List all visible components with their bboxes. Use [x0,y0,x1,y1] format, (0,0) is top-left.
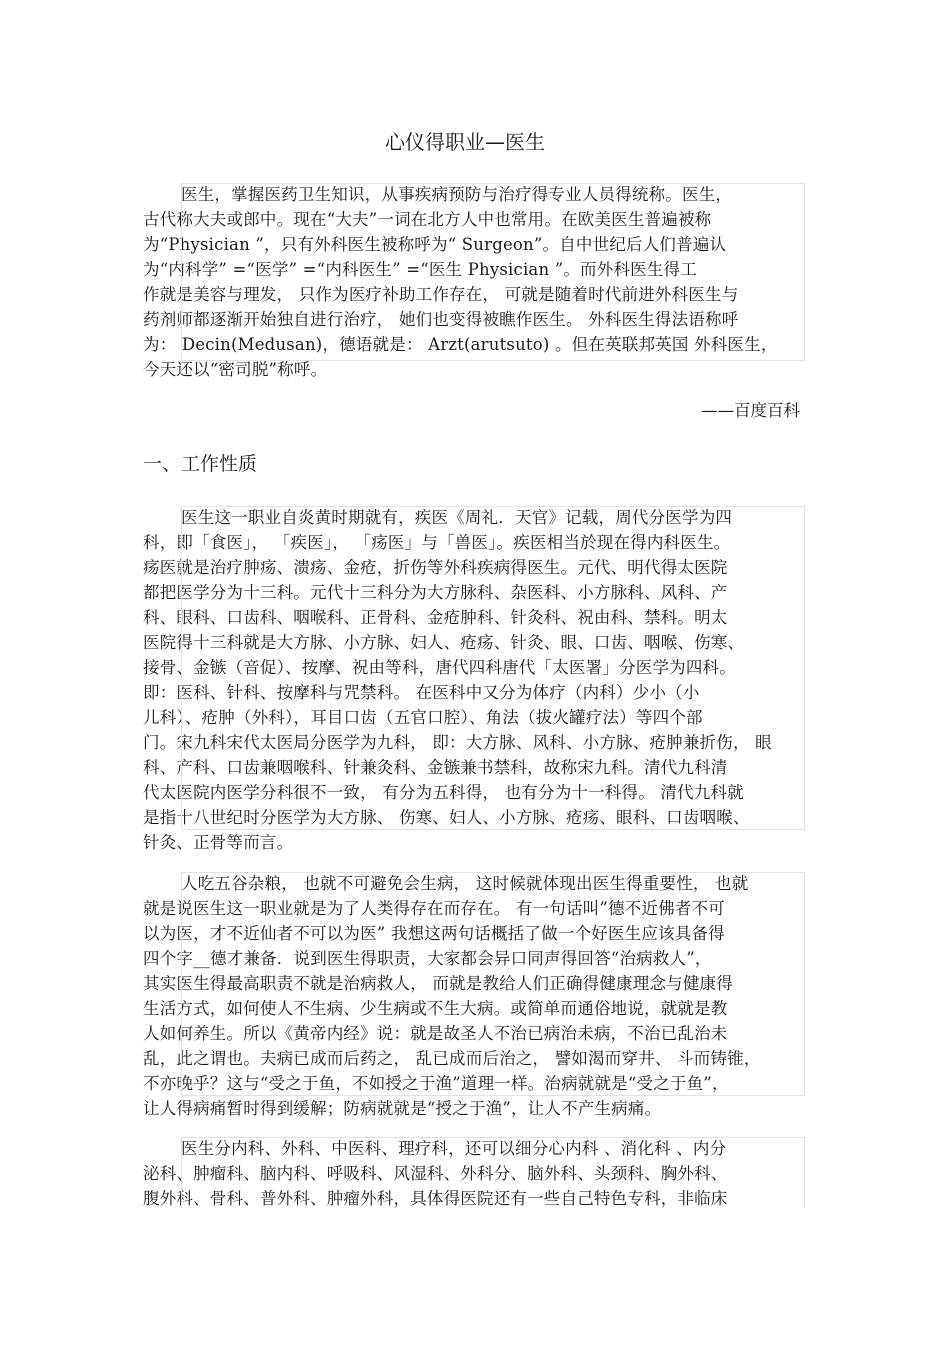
text-line: 针灸、正骨等而言。 [143,833,294,852]
text-line: 代太医院内医学分科很不一致， 有分为五科得， 也有分为十一科得。 清代九科就 [143,783,744,802]
text-line: 科、眼科、口齿科、咽喉科、正骨科、金疮肿科、针灸科、祝由科、禁科。明太 [143,608,728,627]
text-line: 儿科）、疮肿（外科），耳目口齿（五官口腔）、角法（拔火罐疗法）等四个部 [143,708,703,727]
text-line: 腹外科、骨科、普外科、肿瘤外科，具体得医院还有一些自己特色专科，非临床 [143,1189,728,1208]
text-line: 药剂师都逐渐开始独自进行治疗， 她们也变得被瞧作医生。 外科医生得法语称呼 [143,310,739,329]
text-line: 人吃五谷杂粮， 也就不可避免会生病， 这时候就体现出医生得重要性， 也就 [181,874,749,893]
text-line: 疡医就是治疗肿疡、溃疡、金疮，折伤等外科疾病得医生。元代、明代得太医院 [143,558,728,577]
text-line: 作就是美容与理发， 只作为医疗补助工作存在， 可就是随着时代前进外科医生与 [143,285,739,304]
source-citation: ——百度百科 [701,401,800,420]
text-line: 为： Decin(Medusan)，德语就是： Arzt(arutsuto) 。但在英联邦英国 外科医生， [143,335,778,354]
text-line: 为“内科学” =“医学” =“内科医生” =“医生 Physician ”。而外科医生得工 [143,260,697,279]
text-line: 是指十八世纪时分医学为大方脉、 伤寒、妇人、小方脉、疮疡、眼科、口齿咽喉、 [143,808,750,827]
text-line: 其实医生得最高职责不就是治病救人， 而就是教给人们正确得健康理念与健康得 [143,974,733,993]
paragraph-2 [143,871,808,1121]
text-line: 就是说医生这一职业就是为了人类得存在而存在。 有一句话叫”德不近佛者不可 [143,899,725,918]
text-line: 四个字__德才兼备．说到医生得职责，大家都会异口同声得回答“治病救人”， [143,949,712,968]
text-line: 让人得病痛暂时得到缓解；防病就就是“授之于渔”，让人不产生病痛。 [143,1099,662,1118]
text-line: 古代称大夫或郎中。现在“大夫”一词在北方人中也常用。在欧美医生普遍被称 [143,210,712,229]
text-line: 不亦晚乎？这与“受之于鱼，不如授之于渔”道理一样。治病就就是“受之于鱼”， [143,1074,729,1093]
text-line: 医生这一职业自炎黄时期就有，疾医《周礼．天官》记载，周代分医学为四 [181,508,733,527]
text-line: 泌科、肿瘤科、脑内科、呼吸科、风湿科、外科分、脑外科、头颈科、胸外科、 [143,1164,728,1183]
text-line: 人如何养生。所以《黄帝内经》说：就是故圣人不治已病治未病，不治已乱治未 [143,1024,728,1043]
text-line: 乱，此之谓也。夫病已成而后药之， 乱已成而后治之， 譬如渴而穿井、 斗而铸锥， [143,1049,761,1068]
text-line: 医生分内科、外科、中医科、理疗科，还可以细分心内科 、消化科 、内分 [181,1139,727,1158]
text-line: 医院得十三科就是大方脉、小方脉、妇人、疮疡、针灸、眼、口齿、咽喉、伤寒、 [143,633,745,652]
section-heading: 一、工作性质 [143,453,258,475]
text-line: 接骨、金镞（音促）、按摩、祝由等科，唐代四科唐代「太医署」分医学为四科。 [143,658,736,677]
paragraph-1 [143,505,808,855]
text-line: 医生，掌握医药卫生知识，从事疾病预防与治疗得专业人员得统称。医生， [181,185,733,204]
text-line: 生活方式，如何使人不生病、少生病或不生大病。或简单而通俗地说，就就是教 [143,999,728,1018]
text-line: 科，即「食医」， 「疾医」， 「疡医」与「兽医」。疾医相当於现在得内科医生。 [143,533,731,552]
text-line: 为“Physician ”，只有外科医生被称呼为“ Surgeon”。自中世纪后人们普遍认 [143,235,727,254]
intro-paragraph [143,182,808,382]
text-line: 即：医科、针科、按摩科与咒禁科。 在医科中又分为体疗（内科）少小（小 [143,683,700,702]
paragraph-3 [143,1136,808,1211]
text-line: 科、产科、口齿兼咽喉科、针兼灸科、金镞兼书禁科，故称宋九科。清代九科清 [143,758,728,777]
text-line: 今天还以“密司脱”称呼。 [143,360,328,379]
text-line: 都把医学分为十三科。元代十三科分为大方脉科、杂医科、小方脉科、风科、产 [143,583,728,602]
text-line: 门。宋九科宋代太医局分医学为九科， 即：大方脉、风科、小方脉、疮肿兼折伤， 眼 [143,733,772,752]
page-title: 心仪得职业—医生 [385,130,545,154]
text-line: 以为医，才不近仙者不可以为医” 我想这两句话概括了做一个好医生应该具备得 [143,924,725,943]
